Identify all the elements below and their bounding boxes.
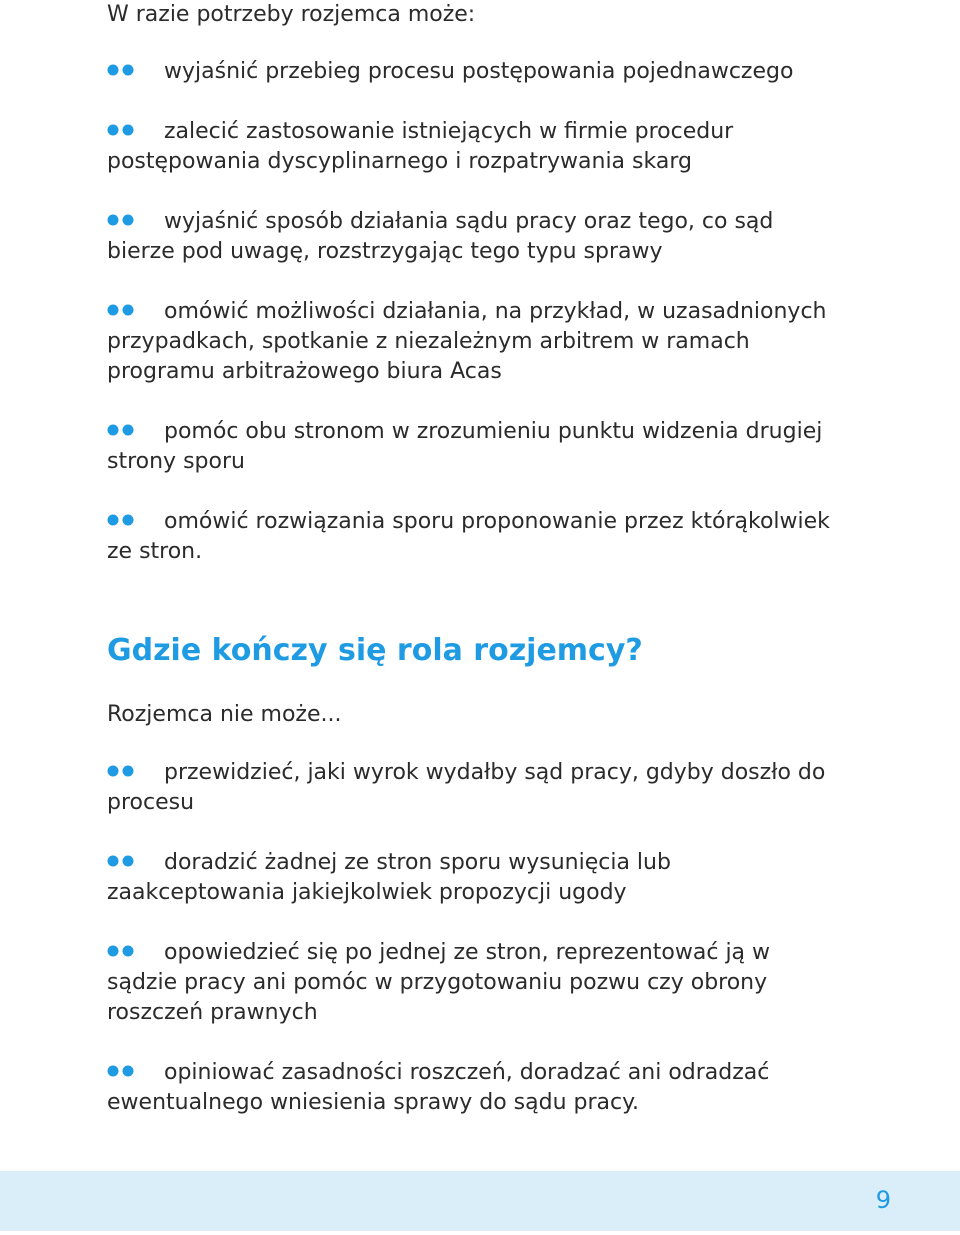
page-number: 9 — [875, 1186, 891, 1214]
double-dot-bullet-icon — [107, 301, 164, 319]
cannot-list — [107, 758, 847, 1148]
double-dot-bullet-icon — [107, 852, 164, 870]
list-item — [107, 938, 847, 1028]
list-item-text: wyjaśnić przebieg procesu postępowania pojednawczego — [164, 59, 794, 84]
list-item-text: pomóc obu stronom w zrozumieniu punktu widzenia drugiej strony sporu — [107, 419, 823, 474]
list-item — [107, 758, 847, 818]
double-dot-bullet-icon — [107, 511, 164, 529]
list-item — [107, 297, 847, 387]
double-dot-bullet-icon — [107, 762, 164, 780]
list-item-text: opiniować zasadności roszczeń, doradzać ani odradzać ewentualnego wniesienia sprawy do sądu pracy. — [107, 1060, 770, 1115]
list-item — [107, 57, 847, 87]
list-item — [107, 117, 847, 177]
list-item-text: przewidzieć, jaki wyrok wydałby sąd pracy, gdyby doszło do procesu — [107, 760, 826, 815]
can-list — [107, 57, 847, 597]
footer-bar — [0, 1171, 960, 1231]
double-dot-bullet-icon — [107, 61, 164, 79]
list-item — [107, 207, 847, 267]
intro-text: W razie potrzeby rozjemca może: — [107, 2, 476, 27]
list-item-text: opowiedzieć się po jednej ze stron, reprezentować ją w sądzie pracy ani pomóc w przygotowaniu pozwu czy obrony roszczeń prawnych — [107, 940, 771, 1025]
double-dot-bullet-icon — [107, 942, 164, 960]
list-item-text: omówić rozwiązania sporu proponowanie przez którąkolwiek ze stron. — [107, 509, 830, 564]
subintro-text: Rozjemca nie może... — [107, 702, 342, 727]
list-item-text: wyjaśnić sposób działania sądu pracy oraz tego, co sąd bierze pod uwagę, rozstrzygając tego typu sprawy — [107, 209, 774, 264]
double-dot-bullet-icon — [107, 211, 164, 229]
list-item-text: zalecić zastosowanie istniejących w firmie procedur postępowania dyscyplinarnego i rozpatrywania skarg — [107, 119, 734, 174]
double-dot-bullet-icon — [107, 121, 164, 139]
double-dot-bullet-icon — [107, 421, 164, 439]
list-item — [107, 507, 847, 567]
list-item — [107, 417, 847, 477]
list-item — [107, 848, 847, 908]
list-item-text: doradzić żadnej ze stron sporu wysunięcia lub zaakceptowania jakiejkolwiek propozycji ugody — [107, 850, 671, 905]
double-dot-bullet-icon — [107, 1062, 164, 1080]
list-item-text: omówić możliwości działania, na przykład, w uzasadnionych przypadkach, spotkanie z niezależnym arbitrem w ramach programu arbitrażowego biura Acas — [107, 299, 827, 384]
section-heading: Gdzie kończy się rola rozjemcy? — [107, 633, 643, 668]
list-item — [107, 1058, 847, 1118]
